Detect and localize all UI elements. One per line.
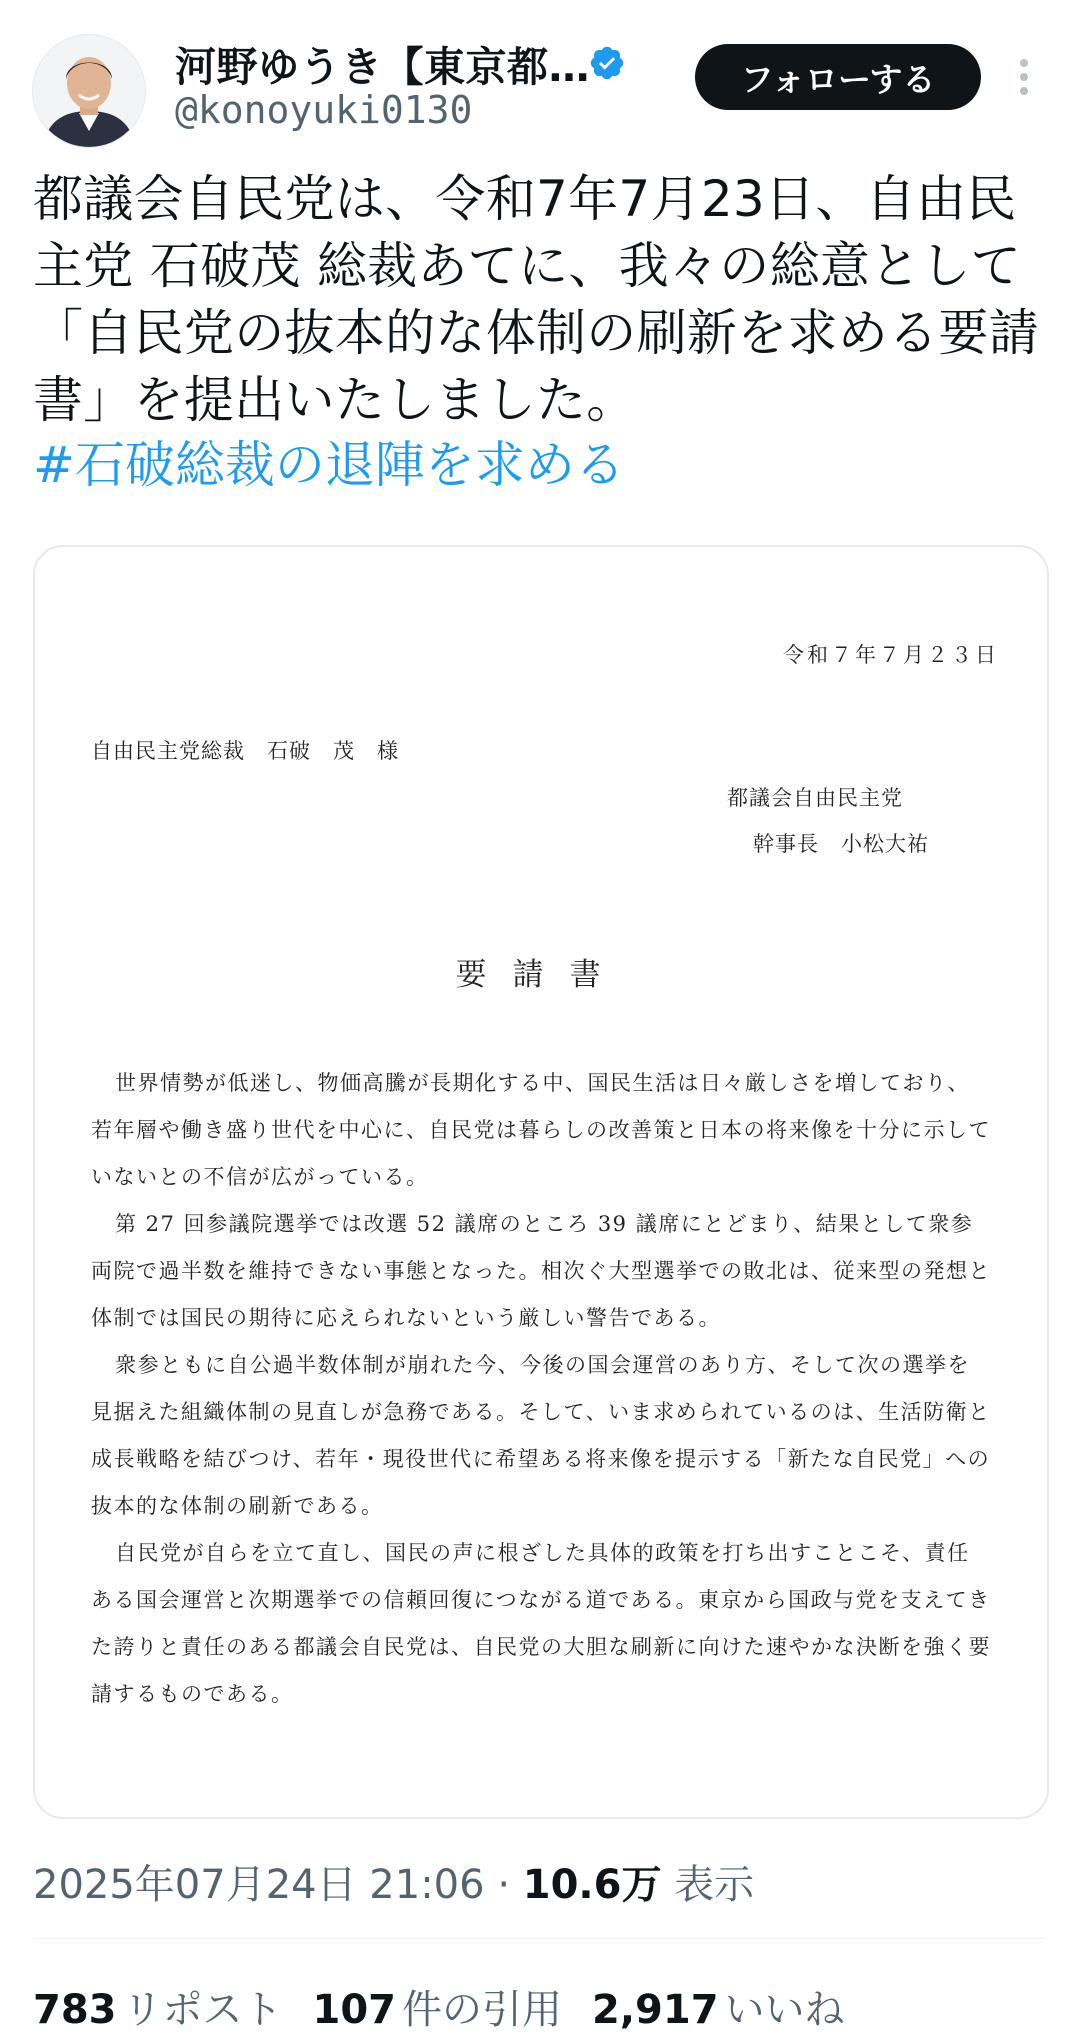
- meta-separator: ·: [497, 1862, 511, 1908]
- quotes-count: 107: [312, 1987, 396, 2033]
- document-title: 要請書: [455, 957, 627, 993]
- hashtag-link[interactable]: #石破総裁の退陣を求める: [33, 436, 625, 494]
- view-label: 表示: [674, 1862, 755, 1908]
- avatar[interactable]: [32, 34, 146, 148]
- avatar-photo-icon: [33, 35, 145, 147]
- tweet-meta: [33, 1853, 754, 1910]
- timestamp[interactable]: 2025年07月24日 21:06: [33, 1862, 485, 1908]
- quotes-stat[interactable]: [313, 1978, 563, 2035]
- more-options-icon[interactable]: [1012, 56, 1036, 98]
- tweet-image[interactable]: [33, 545, 1049, 1819]
- document-recipient: 自由民主党総裁 石破 茂 様: [91, 739, 399, 763]
- document-paragraph: 世界情勢が低迷し、物価高騰が長期化する中、国民生活は日々厳しさを増しており、若年層や働き盛り世代を中心に、自民党は暮らしの改善策と日本の将来像を十分に示していないとの不信が広がっている。: [91, 1071, 991, 1189]
- document-sender-org: 都議会自由民主党: [727, 786, 903, 810]
- request-document: [35, 547, 1047, 1817]
- document-body: [91, 1060, 991, 1718]
- user-handle[interactable]: @konoyuki0130: [175, 88, 473, 132]
- quotes-label: 件の引用: [402, 1987, 562, 2033]
- verified-badge-icon: [588, 44, 626, 82]
- engagement-stats: [33, 1978, 845, 2035]
- tweet-text: 都議会自民党は、令和7年7月23日、自由民 主党 石破茂 総裁あてに、我々の総意として 「自民党の抜本的な体制の刷新を求める要請 書」を提出いたしました。: [33, 170, 1039, 429]
- reposts-count: 783: [33, 1987, 117, 2033]
- view-count: 10.6万: [522, 1862, 662, 1908]
- document-date: 令和７年７月２３日: [783, 643, 999, 667]
- document-paragraph: 衆参ともに自公過半数体制が崩れた今、今後の国会運営のあり方、そして次の選挙を見据えた組織体制の見直しが急務である。そして、いま求められているのは、生活防衛と成長戦略を結びつけ、若年・現役世代に希望ある将来像を提示する「新たな自民党」への抜本的な体制の刷新である。: [91, 1353, 991, 1518]
- likes-label: いいね: [724, 1987, 845, 2033]
- document-paragraph: 自民党が自らを立て直し、国民の声に根ざした具体的政策を打ち出すことこそ、責任ある国会運営と次期選挙での信頼回復につながる道である。東京から国政与党を支えてきた誇りと責任のある都議会自民党は、自民党の大胆な刷新に向けた速やかな決断を強く要請するものである。: [91, 1541, 991, 1706]
- divider: [33, 1938, 1045, 1939]
- likes-stat[interactable]: [592, 1978, 845, 2035]
- display-name[interactable]: 河野ゆうき【東京都…: [175, 43, 590, 91]
- reposts-label: リポスト: [122, 1987, 283, 2033]
- follow-button[interactable]: フォローする: [695, 44, 981, 110]
- document-sender-person: 幹事長 小松大祐: [753, 832, 929, 856]
- likes-count: 2,917: [592, 1987, 719, 2033]
- document-paragraph: 第 27 回参議院選挙では改選 52 議席のところ 39 議席にとどまり、結果として衆参両院で過半数を維持できない事態となった。相次ぐ大型選挙での敗北は、従来型の発想と体制では国民の期待に応えられないという厳しい警告である。: [91, 1212, 991, 1330]
- reposts-stat[interactable]: [33, 1978, 283, 2035]
